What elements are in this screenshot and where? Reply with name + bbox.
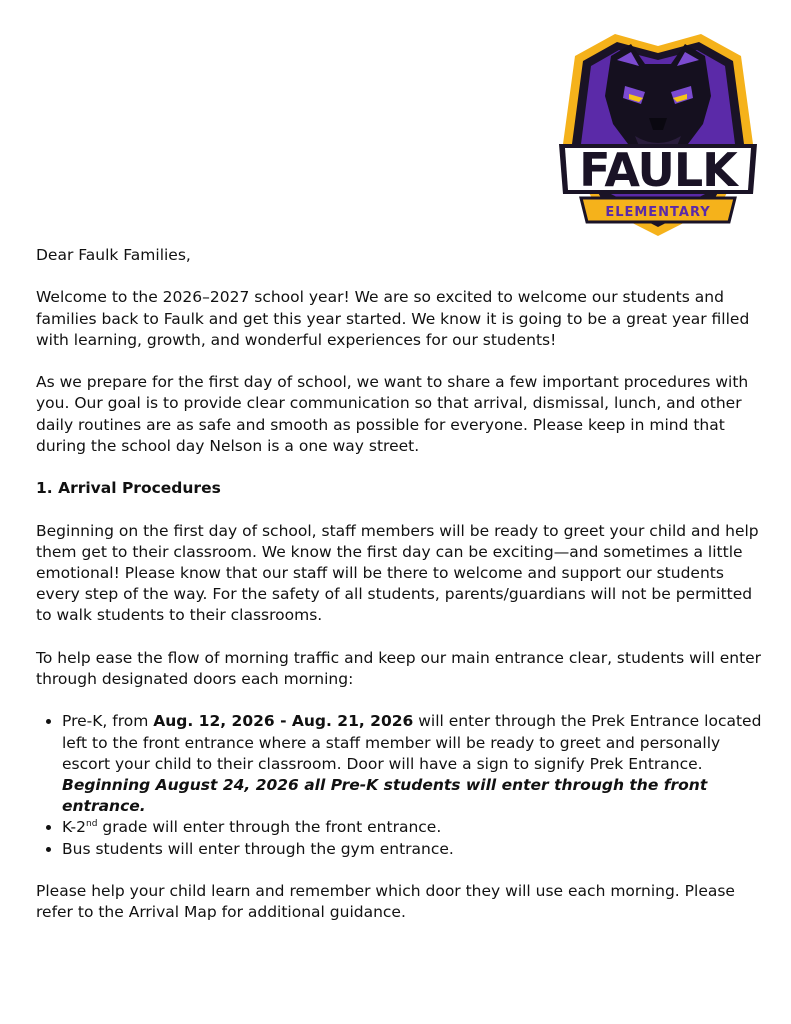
closing-paragraph: Please help your child learn and remember which door they will use each morning. Please refer to the Arrival Map for additional guidance.	[36, 881, 735, 922]
greeting: Dear Faulk Families,	[36, 246, 191, 264]
list-item-k2: • K-2nd grade will enter through the front entrance.	[62, 817, 771, 838]
section-heading-arrival: 1. Arrival Procedures	[36, 479, 221, 498]
prepare-paragraph: As we prepare for the first day of school, we want to share a few important procedures with you. Our goal is to provide clear communication so that arrival, dismissal, lunch, and other daily routines are as safe and smooth as possible for everyone. Please keep in mind that during the school day Nelson is a one way street.	[36, 373, 749, 455]
arrival-paragraph-2: To help ease the flow of morning traffic and keep our main entrance clear, students will enter through designated doors each morning:	[36, 648, 762, 688]
faulk-elementary-logo	[553, 26, 763, 238]
list-item-prek: • Pre-K, from Aug. 12, 2026 - Aug. 21, 2026 will enter through the Prek Entrance located left to the front entrance where a staff member will be ready to greet and personally escort your child to their classroom. Door will have a sign to signify Prek Entrance. Beginning August 24, 2026 all Pre-K students will enter through the front entrance.	[62, 711, 771, 817]
logo-subtitle: ELEMENTARY	[605, 205, 711, 220]
arrival-paragraph-1: Beginning on the first day of school, staff members will be ready to greet your child and help them get to their classroom. We know the first day can be exciting—and sometimes a little emotional! Please know that our staff will be there to welcome and support our students every step of the way. For the safety of all students, parents/guardians will not be permitted to walk students to their classrooms.	[36, 521, 759, 625]
letter-body	[36, 245, 771, 945]
list-item-bus: • Bus students will enter through the gym entrance.	[62, 839, 771, 860]
prek-note: Beginning August 24, 2026 all Pre-K students will enter through the front entrance.	[62, 775, 708, 816]
logo-wordmark: FAULK	[579, 143, 737, 197]
prek-dates: Aug. 12, 2026 - Aug. 21, 2026	[153, 712, 414, 731]
intro-paragraph: Welcome to the 2026–2027 school year! We are so excited to welcome our students and families back to Faulk and get this year started. We know it is going to be a great year filled with learning, growth, and wonderful experiences for our students!	[36, 288, 750, 349]
entrance-list	[36, 711, 771, 859]
